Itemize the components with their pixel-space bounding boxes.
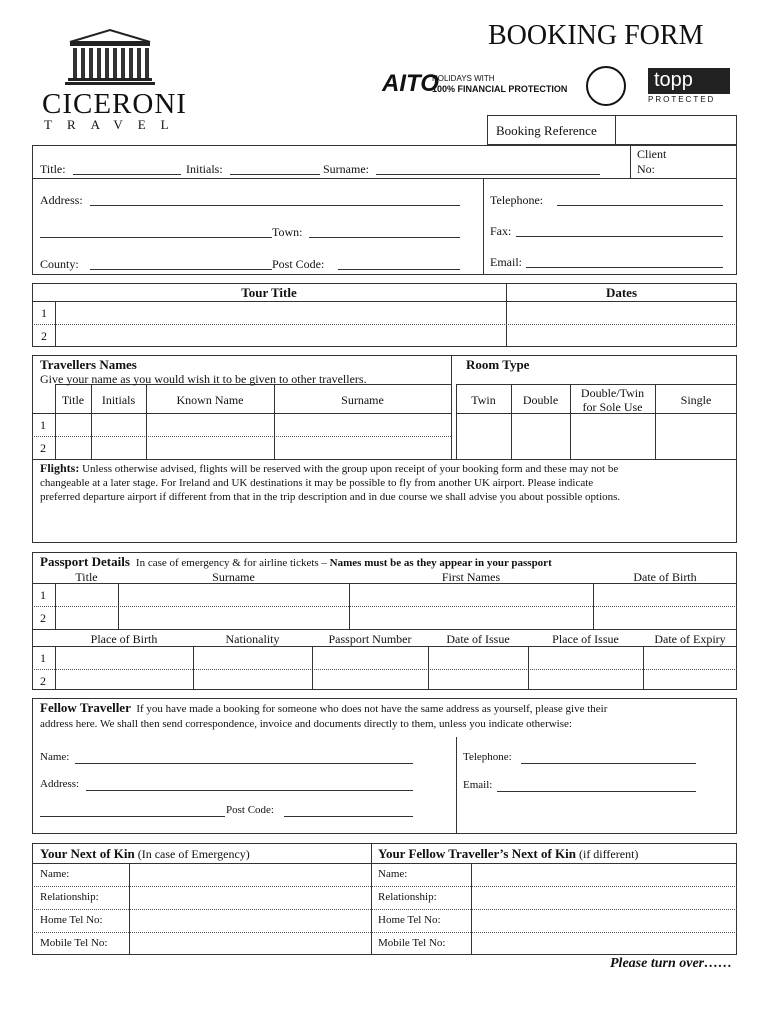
booking-reference-input[interactable]: [616, 116, 736, 144]
room-type-input[interactable]: [457, 414, 737, 459]
tour-title-input-2[interactable]: [56, 325, 505, 347]
fellow-telephone-field[interactable]: [521, 751, 696, 764]
town-label: Town:: [272, 225, 303, 239]
passport-col-place-of-birth: Place of Birth: [90, 632, 158, 646]
fellow-post-code-field[interactable]: [284, 804, 413, 817]
passport-row-number: 2: [40, 674, 46, 688]
title-label: Title:: [40, 162, 66, 176]
dates-input-1[interactable]: [507, 302, 736, 324]
logo-name: CICERONI: [42, 88, 187, 120]
address-field[interactable]: [90, 193, 460, 206]
tour-row-number: 2: [41, 329, 47, 343]
passport-col-date-of-issue: Date of Issue: [446, 632, 510, 646]
logo-subtitle: TRAVEL: [44, 117, 184, 132]
fellow-kin-mobile-tel-label: Mobile Tel No:: [378, 937, 446, 949]
fellow-address-line2-field[interactable]: [40, 804, 225, 817]
fellow-post-code-label: Post Code:: [226, 804, 274, 816]
fax-label: Fax:: [490, 224, 512, 238]
aito-tagline: HOLIDAYS WITH 100% FINANCIAL PROTECTION: [432, 74, 568, 94]
aito-logo: AITO: [382, 70, 439, 97]
kin-mobile-tel-label: Mobile Tel No:: [40, 937, 108, 949]
fellow-kin-name-label: Name:: [378, 868, 408, 880]
passport-heading-line: Passport Details In case of emergency & for airline tickets – Names must be as they appear in your passport: [40, 554, 552, 569]
fellow-kin-home-tel-label: Home Tel No:: [378, 914, 441, 926]
county-label: County:: [40, 257, 79, 271]
col-double-twin-sole: Double/Twin for Sole Use: [580, 386, 645, 414]
tour-title-input-1[interactable]: [56, 302, 505, 324]
booking-reference-label: Booking Reference: [496, 123, 597, 138]
address-line2-field[interactable]: [40, 225, 272, 238]
post-code-label: Post Code:: [272, 257, 325, 271]
surname-field[interactable]: [376, 162, 600, 175]
passport-col-dob: Date of Birth: [633, 570, 697, 584]
fellow-traveller-intro: Fellow Traveller If you have made a booking for someone who does not have the same address as yourself, please give their address here. We shall then send correspondence, invoice and documents directly to them, unless you indicate otherwise:: [40, 700, 608, 730]
kin-home-tel-label: Home Tel No:: [40, 914, 103, 926]
county-field[interactable]: [90, 257, 272, 270]
surname-label: Surname:: [323, 162, 369, 176]
passport-col-first-names: First Names: [441, 570, 501, 584]
tour-row-number: 1: [41, 306, 47, 320]
dates-input-2[interactable]: [507, 325, 736, 347]
col-surname: Surname: [341, 393, 384, 407]
email-field[interactable]: [526, 255, 723, 268]
fellow-email-field[interactable]: [497, 779, 696, 792]
col-title: Title: [61, 393, 85, 407]
fellow-name-label: Name:: [40, 751, 70, 763]
passport-details-input[interactable]: [56, 647, 736, 690]
travellers-note: Give your name as you would wish it to be given to other travellers.: [40, 372, 367, 386]
telephone-label: Telephone:: [490, 193, 544, 207]
col-twin: Twin: [471, 393, 496, 407]
passport-row-number: 2: [40, 611, 46, 625]
fellow-address-field[interactable]: [86, 778, 413, 791]
atol-badge-icon: [586, 66, 626, 106]
traveller-row-number: 1: [40, 418, 46, 432]
fellow-address-label: Address:: [40, 778, 80, 790]
room-type-heading: Room Type: [466, 357, 530, 372]
initials-label: Initials:: [186, 162, 223, 176]
please-turn-over: Please turn over……: [610, 956, 733, 971]
col-double: Double: [522, 393, 559, 407]
fellow-next-of-kin-heading: Your Fellow Traveller’s Next of Kin (if different): [378, 846, 639, 861]
traveller-row-number: 2: [40, 441, 46, 455]
passport-names-input[interactable]: [56, 584, 736, 629]
topp-subtitle: PROTECTED: [648, 95, 716, 104]
page-title: BOOKING FORM: [488, 20, 704, 51]
email-label: Email:: [490, 255, 522, 269]
kin-details-input[interactable]: [130, 864, 370, 954]
passport-col-date-of-expiry: Date of Expiry: [654, 632, 726, 646]
fax-field[interactable]: [516, 224, 723, 237]
telephone-field[interactable]: [557, 193, 723, 206]
title-field[interactable]: [73, 162, 181, 175]
ciceroni-temple-logo: [40, 28, 180, 88]
topp-logo: topp: [648, 68, 730, 94]
kin-name-label: Name:: [40, 868, 70, 880]
fellow-telephone-label: Telephone:: [463, 751, 512, 763]
passport-row-number: 1: [40, 588, 46, 602]
passport-row-number: 1: [40, 651, 46, 665]
passport-col-passport-number: Passport Number: [328, 632, 412, 646]
town-field[interactable]: [309, 225, 460, 238]
flights-preferred-airport-input[interactable]: [33, 505, 736, 542]
col-initials: Initials: [101, 393, 136, 407]
traveller-names-input[interactable]: [56, 414, 451, 459]
passport-col-nationality: Nationality: [225, 632, 280, 646]
col-single: Single: [680, 393, 712, 407]
passport-col-place-of-issue: Place of Issue: [552, 632, 619, 646]
client-no-label: Client No:: [637, 147, 667, 176]
post-code-field[interactable]: [338, 257, 460, 270]
travellers-heading: Travellers Names: [40, 357, 137, 372]
fellow-name-field[interactable]: [75, 751, 413, 764]
tour-title-header: Tour Title: [241, 285, 297, 300]
fellow-email-label: Email:: [463, 779, 493, 791]
fellow-kin-relationship-label: Relationship:: [378, 891, 437, 903]
dates-header: Dates: [605, 285, 638, 300]
kin-relationship-label: Relationship:: [40, 891, 99, 903]
next-of-kin-heading: Your Next of Kin (In case of Emergency): [40, 846, 250, 861]
initials-field[interactable]: [230, 162, 320, 175]
fellow-kin-details-input[interactable]: [472, 864, 736, 954]
col-known-name: Known Name: [176, 393, 244, 407]
passport-col-surname: Surname: [212, 570, 255, 584]
passport-col-title: Title: [75, 570, 98, 584]
address-label: Address:: [40, 193, 83, 207]
flights-note: Flights: Unless otherwise advised, flights will be reserved with the group upon receipt of your booking form and these may not be changeable at a later stage. For Ireland and UK destinations it may be possible to fly from another UK airport. Please indicate preferred departure airport if different from that in the trip description and in due course we shall advise you about possible options.: [40, 461, 621, 503]
